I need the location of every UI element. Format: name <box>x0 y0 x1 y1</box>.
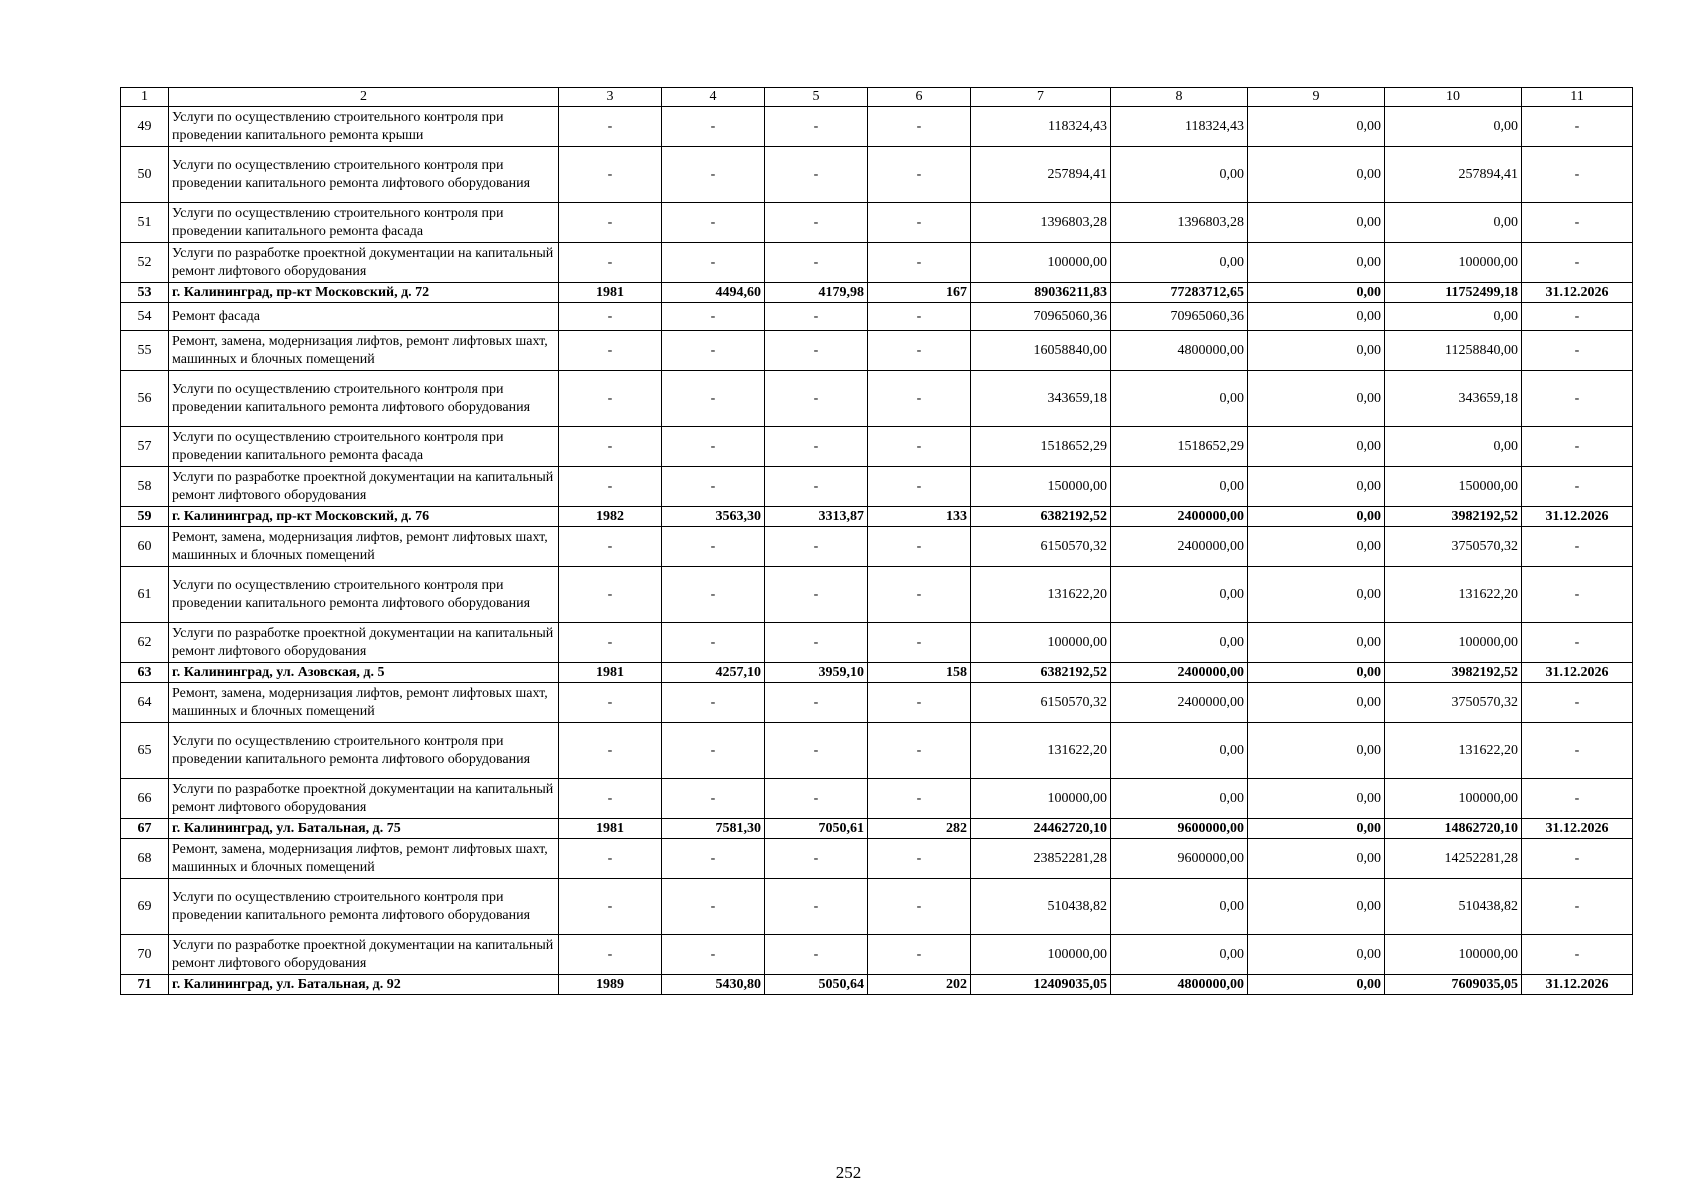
commissioning-year-cell: - <box>559 331 662 371</box>
work-description-cell: г. Калининград, ул. Батальная, д. 92 <box>169 975 559 995</box>
work-item-row <box>121 331 1633 371</box>
total-area-cell: 4257,10 <box>662 663 765 683</box>
work-description-cell: Услуги по осуществлению строительного контроля при проведении капитального ремонта лифтового оборудования <box>169 723 559 779</box>
total-area-cell: - <box>662 723 765 779</box>
repair-plan-table <box>120 87 1633 995</box>
cost-col-8-cell: 2400000,00 <box>1111 507 1248 527</box>
cost-col-8-cell: 0,00 <box>1111 723 1248 779</box>
completion-date-cell: - <box>1522 779 1633 819</box>
work-description-cell: Ремонт фасада <box>169 303 559 331</box>
work-item-row <box>121 203 1633 243</box>
work-description-cell: Услуги по осуществлению строительного контроля при проведении капитального ремонта фасада <box>169 427 559 467</box>
column-header: 6 <box>868 88 971 107</box>
total-cost-cell: 100000,00 <box>971 935 1111 975</box>
row-number-cell: 50 <box>121 147 169 203</box>
work-description-cell: Услуги по разработке проектной документации на капитальный ремонт лифтового оборудования <box>169 935 559 975</box>
cost-col-8-cell: 2400000,00 <box>1111 683 1248 723</box>
work-item-row <box>121 371 1633 427</box>
cost-col-8-cell: 0,00 <box>1111 779 1248 819</box>
commissioning-year-cell: - <box>559 879 662 935</box>
completion-date-cell: - <box>1522 147 1633 203</box>
row-number-cell: 49 <box>121 107 169 147</box>
row-number-cell: 51 <box>121 203 169 243</box>
commissioning-year-cell: - <box>559 147 662 203</box>
work-description-cell: Услуги по разработке проектной документации на капитальный ремонт лифтового оборудования <box>169 243 559 283</box>
work-item-row <box>121 879 1633 935</box>
cost-col-10-cell: 257894,41 <box>1385 147 1522 203</box>
completion-date-cell: 31.12.2026 <box>1522 507 1633 527</box>
commissioning-year-cell: - <box>559 839 662 879</box>
residential-area-cell: - <box>765 243 868 283</box>
cost-col-9-cell: 0,00 <box>1248 879 1385 935</box>
completion-date-cell: - <box>1522 371 1633 427</box>
total-area-cell: 5430,80 <box>662 975 765 995</box>
total-area-cell: - <box>662 427 765 467</box>
completion-date-cell: - <box>1522 623 1633 663</box>
column-header: 7 <box>971 88 1111 107</box>
completion-date-cell: 31.12.2026 <box>1522 819 1633 839</box>
residential-area-cell: - <box>765 371 868 427</box>
registered-residents-cell: - <box>868 839 971 879</box>
total-area-cell: 7581,30 <box>662 819 765 839</box>
cost-col-8-cell: 70965060,36 <box>1111 303 1248 331</box>
total-cost-cell: 100000,00 <box>971 623 1111 663</box>
column-header: 9 <box>1248 88 1385 107</box>
cost-col-10-cell: 0,00 <box>1385 427 1522 467</box>
residential-area-cell: - <box>765 203 868 243</box>
registered-residents-cell: - <box>868 567 971 623</box>
total-cost-cell: 510438,82 <box>971 879 1111 935</box>
registered-residents-cell: - <box>868 623 971 663</box>
cost-col-8-cell: 77283712,65 <box>1111 283 1248 303</box>
cost-col-10-cell: 3982192,52 <box>1385 663 1522 683</box>
work-item-row <box>121 567 1633 623</box>
total-cost-cell: 100000,00 <box>971 779 1111 819</box>
work-description-cell: Услуги по осуществлению строительного контроля при проведении капитального ремонта фасада <box>169 203 559 243</box>
row-number-cell: 57 <box>121 427 169 467</box>
cost-col-9-cell: 0,00 <box>1248 527 1385 567</box>
total-cost-cell: 1396803,28 <box>971 203 1111 243</box>
completion-date-cell: 31.12.2026 <box>1522 975 1633 995</box>
work-description-cell: Ремонт, замена, модернизация лифтов, ремонт лифтовых шахт, машинных и блочных помещений <box>169 683 559 723</box>
address-row <box>121 283 1633 303</box>
residential-area-cell: 3313,87 <box>765 507 868 527</box>
work-item-row <box>121 723 1633 779</box>
cost-col-9-cell: 0,00 <box>1248 243 1385 283</box>
cost-col-9-cell: 0,00 <box>1248 331 1385 371</box>
column-header: 3 <box>559 88 662 107</box>
residential-area-cell: 4179,98 <box>765 283 868 303</box>
cost-col-8-cell: 2400000,00 <box>1111 663 1248 683</box>
row-number-cell: 63 <box>121 663 169 683</box>
residential-area-cell: 5050,64 <box>765 975 868 995</box>
registered-residents-cell: - <box>868 107 971 147</box>
residential-area-cell: - <box>765 303 868 331</box>
column-number-header-row <box>121 88 1633 107</box>
cost-col-10-cell: 11752499,18 <box>1385 283 1522 303</box>
row-number-cell: 58 <box>121 467 169 507</box>
completion-date-cell: - <box>1522 683 1633 723</box>
registered-residents-cell: - <box>868 723 971 779</box>
cost-col-8-cell: 0,00 <box>1111 879 1248 935</box>
cost-col-8-cell: 4800000,00 <box>1111 975 1248 995</box>
total-area-cell: - <box>662 527 765 567</box>
work-item-row <box>121 683 1633 723</box>
registered-residents-cell: 202 <box>868 975 971 995</box>
page-number: 252 <box>835 1163 862 1182</box>
total-area-cell: - <box>662 623 765 663</box>
cost-col-9-cell: 0,00 <box>1248 819 1385 839</box>
cost-col-10-cell: 100000,00 <box>1385 779 1522 819</box>
cost-col-9-cell: 0,00 <box>1248 779 1385 819</box>
total-area-cell: - <box>662 371 765 427</box>
work-description-cell: Услуги по осуществлению строительного контроля при проведении капитального ремонта крыши <box>169 107 559 147</box>
cost-col-8-cell: 0,00 <box>1111 935 1248 975</box>
cost-col-10-cell: 14252281,28 <box>1385 839 1522 879</box>
column-header: 2 <box>169 88 559 107</box>
column-header: 8 <box>1111 88 1248 107</box>
registered-residents-cell: - <box>868 331 971 371</box>
total-cost-cell: 343659,18 <box>971 371 1111 427</box>
cost-col-10-cell: 3750570,32 <box>1385 683 1522 723</box>
commissioning-year-cell: - <box>559 107 662 147</box>
residential-area-cell: - <box>765 107 868 147</box>
residential-area-cell: - <box>765 467 868 507</box>
address-row <box>121 663 1633 683</box>
commissioning-year-cell: - <box>559 427 662 467</box>
work-description-cell: Услуги по разработке проектной документации на капитальный ремонт лифтового оборудования <box>169 467 559 507</box>
registered-residents-cell: - <box>868 683 971 723</box>
total-area-cell: 3563,30 <box>662 507 765 527</box>
commissioning-year-cell: 1982 <box>559 507 662 527</box>
total-area-cell: - <box>662 779 765 819</box>
row-number-cell: 56 <box>121 371 169 427</box>
total-area-cell: - <box>662 303 765 331</box>
row-number-cell: 53 <box>121 283 169 303</box>
total-area-cell: - <box>662 107 765 147</box>
row-number-cell: 68 <box>121 839 169 879</box>
cost-col-10-cell: 150000,00 <box>1385 467 1522 507</box>
work-description-cell: Услуги по осуществлению строительного контроля при проведении капитального ремонта лифтового оборудования <box>169 371 559 427</box>
commissioning-year-cell: - <box>559 371 662 427</box>
cost-col-10-cell: 131622,20 <box>1385 723 1522 779</box>
total-cost-cell: 131622,20 <box>971 567 1111 623</box>
row-number-cell: 71 <box>121 975 169 995</box>
registered-residents-cell: - <box>868 147 971 203</box>
total-area-cell: - <box>662 147 765 203</box>
cost-col-9-cell: 0,00 <box>1248 567 1385 623</box>
total-cost-cell: 150000,00 <box>971 467 1111 507</box>
cost-col-10-cell: 343659,18 <box>1385 371 1522 427</box>
work-description-cell: Услуги по разработке проектной документации на капитальный ремонт лифтового оборудования <box>169 623 559 663</box>
total-area-cell: - <box>662 935 765 975</box>
commissioning-year-cell: - <box>559 567 662 623</box>
cost-col-10-cell: 11258840,00 <box>1385 331 1522 371</box>
work-item-row <box>121 623 1633 663</box>
residential-area-cell: - <box>765 779 868 819</box>
completion-date-cell: - <box>1522 427 1633 467</box>
completion-date-cell: - <box>1522 879 1633 935</box>
cost-col-9-cell: 0,00 <box>1248 975 1385 995</box>
work-item-row <box>121 243 1633 283</box>
work-item-row <box>121 303 1633 331</box>
residential-area-cell: - <box>765 427 868 467</box>
row-number-cell: 52 <box>121 243 169 283</box>
residential-area-cell: 3959,10 <box>765 663 868 683</box>
completion-date-cell: - <box>1522 935 1633 975</box>
completion-date-cell: 31.12.2026 <box>1522 663 1633 683</box>
completion-date-cell: - <box>1522 303 1633 331</box>
cost-col-9-cell: 0,00 <box>1248 303 1385 331</box>
registered-residents-cell: 167 <box>868 283 971 303</box>
cost-col-8-cell: 0,00 <box>1111 567 1248 623</box>
cost-col-10-cell: 14862720,10 <box>1385 819 1522 839</box>
row-number-cell: 67 <box>121 819 169 839</box>
cost-col-10-cell: 0,00 <box>1385 303 1522 331</box>
residential-area-cell: - <box>765 527 868 567</box>
cost-col-9-cell: 0,00 <box>1248 839 1385 879</box>
work-description-cell: Услуги по осуществлению строительного контроля при проведении капитального ремонта лифтового оборудования <box>169 567 559 623</box>
cost-col-8-cell: 2400000,00 <box>1111 527 1248 567</box>
row-number-cell: 61 <box>121 567 169 623</box>
commissioning-year-cell: 1981 <box>559 819 662 839</box>
total-cost-cell: 1518652,29 <box>971 427 1111 467</box>
cost-col-9-cell: 0,00 <box>1248 371 1385 427</box>
commissioning-year-cell: - <box>559 723 662 779</box>
residential-area-cell: - <box>765 331 868 371</box>
total-cost-cell: 23852281,28 <box>971 839 1111 879</box>
column-header: 11 <box>1522 88 1633 107</box>
completion-date-cell: - <box>1522 243 1633 283</box>
row-number-cell: 54 <box>121 303 169 331</box>
commissioning-year-cell: - <box>559 779 662 819</box>
cost-col-8-cell: 1518652,29 <box>1111 427 1248 467</box>
work-item-row <box>121 527 1633 567</box>
row-number-cell: 66 <box>121 779 169 819</box>
row-number-cell: 64 <box>121 683 169 723</box>
cost-col-8-cell: 9600000,00 <box>1111 819 1248 839</box>
residential-area-cell: - <box>765 723 868 779</box>
residential-area-cell: - <box>765 683 868 723</box>
total-area-cell: - <box>662 331 765 371</box>
cost-col-10-cell: 510438,82 <box>1385 879 1522 935</box>
total-area-cell: - <box>662 879 765 935</box>
cost-col-10-cell: 100000,00 <box>1385 623 1522 663</box>
cost-col-9-cell: 0,00 <box>1248 623 1385 663</box>
total-cost-cell: 6382192,52 <box>971 663 1111 683</box>
work-description-cell: г. Калининград, пр-кт Московский, д. 72 <box>169 283 559 303</box>
work-description-cell: Ремонт, замена, модернизация лифтов, ремонт лифтовых шахт, машинных и блочных помещений <box>169 527 559 567</box>
total-cost-cell: 89036211,83 <box>971 283 1111 303</box>
residential-area-cell: - <box>765 879 868 935</box>
registered-residents-cell: - <box>868 527 971 567</box>
residential-area-cell: - <box>765 839 868 879</box>
residential-area-cell: - <box>765 935 868 975</box>
cost-col-8-cell: 4800000,00 <box>1111 331 1248 371</box>
commissioning-year-cell: - <box>559 527 662 567</box>
cost-col-9-cell: 0,00 <box>1248 427 1385 467</box>
work-item-row <box>121 779 1633 819</box>
completion-date-cell: - <box>1522 331 1633 371</box>
commissioning-year-cell: - <box>559 467 662 507</box>
work-item-row <box>121 839 1633 879</box>
row-number-cell: 62 <box>121 623 169 663</box>
total-area-cell: - <box>662 683 765 723</box>
total-cost-cell: 118324,43 <box>971 107 1111 147</box>
work-item-row <box>121 427 1633 467</box>
cost-col-9-cell: 0,00 <box>1248 283 1385 303</box>
total-cost-cell: 12409035,05 <box>971 975 1111 995</box>
commissioning-year-cell: - <box>559 303 662 331</box>
registered-residents-cell: - <box>868 935 971 975</box>
registered-residents-cell: 133 <box>868 507 971 527</box>
cost-col-10-cell: 3750570,32 <box>1385 527 1522 567</box>
cost-col-9-cell: 0,00 <box>1248 147 1385 203</box>
completion-date-cell: - <box>1522 107 1633 147</box>
cost-col-10-cell: 100000,00 <box>1385 243 1522 283</box>
total-cost-cell: 6150570,32 <box>971 527 1111 567</box>
completion-date-cell: 31.12.2026 <box>1522 283 1633 303</box>
cost-col-8-cell: 0,00 <box>1111 243 1248 283</box>
cost-col-8-cell: 0,00 <box>1111 623 1248 663</box>
registered-residents-cell: - <box>868 303 971 331</box>
registered-residents-cell: - <box>868 371 971 427</box>
row-number-cell: 65 <box>121 723 169 779</box>
commissioning-year-cell: - <box>559 683 662 723</box>
registered-residents-cell: - <box>868 467 971 507</box>
row-number-cell: 69 <box>121 879 169 935</box>
cost-col-10-cell: 0,00 <box>1385 203 1522 243</box>
registered-residents-cell: - <box>868 203 971 243</box>
registered-residents-cell: - <box>868 427 971 467</box>
column-header: 5 <box>765 88 868 107</box>
residential-area-cell: - <box>765 567 868 623</box>
work-description-cell: г. Калининград, ул. Батальная, д. 75 <box>169 819 559 839</box>
commissioning-year-cell: - <box>559 243 662 283</box>
cost-col-10-cell: 3982192,52 <box>1385 507 1522 527</box>
total-area-cell: - <box>662 467 765 507</box>
work-item-row <box>121 935 1633 975</box>
cost-col-9-cell: 0,00 <box>1248 723 1385 779</box>
completion-date-cell: - <box>1522 723 1633 779</box>
total-area-cell: 4494,60 <box>662 283 765 303</box>
work-item-row <box>121 147 1633 203</box>
work-description-cell: г. Калининград, ул. Азовская, д. 5 <box>169 663 559 683</box>
cost-col-8-cell: 0,00 <box>1111 147 1248 203</box>
total-cost-cell: 24462720,10 <box>971 819 1111 839</box>
total-area-cell: - <box>662 567 765 623</box>
cost-col-9-cell: 0,00 <box>1248 683 1385 723</box>
completion-date-cell: - <box>1522 839 1633 879</box>
cost-col-8-cell: 0,00 <box>1111 467 1248 507</box>
work-description-cell: г. Калининград, пр-кт Московский, д. 76 <box>169 507 559 527</box>
registered-residents-cell: - <box>868 779 971 819</box>
work-description-cell: Ремонт, замена, модернизация лифтов, ремонт лифтовых шахт, машинных и блочных помещений <box>169 331 559 371</box>
work-item-row <box>121 107 1633 147</box>
column-header: 1 <box>121 88 169 107</box>
work-description-cell: Услуги по разработке проектной документации на капитальный ремонт лифтового оборудования <box>169 779 559 819</box>
cost-col-10-cell: 100000,00 <box>1385 935 1522 975</box>
cost-col-8-cell: 1396803,28 <box>1111 203 1248 243</box>
cost-col-8-cell: 9600000,00 <box>1111 839 1248 879</box>
row-number-cell: 59 <box>121 507 169 527</box>
completion-date-cell: - <box>1522 467 1633 507</box>
commissioning-year-cell: - <box>559 623 662 663</box>
cost-col-8-cell: 0,00 <box>1111 371 1248 427</box>
total-area-cell: - <box>662 243 765 283</box>
address-row <box>121 819 1633 839</box>
work-item-row <box>121 467 1633 507</box>
residential-area-cell: - <box>765 623 868 663</box>
cost-col-9-cell: 0,00 <box>1248 507 1385 527</box>
total-cost-cell: 100000,00 <box>971 243 1111 283</box>
cost-col-9-cell: 0,00 <box>1248 663 1385 683</box>
work-description-cell: Услуги по осуществлению строительного контроля при проведении капитального ремонта лифтового оборудования <box>169 147 559 203</box>
cost-col-8-cell: 118324,43 <box>1111 107 1248 147</box>
cost-col-10-cell: 131622,20 <box>1385 567 1522 623</box>
cost-col-9-cell: 0,00 <box>1248 935 1385 975</box>
work-description-cell: Ремонт, замена, модернизация лифтов, ремонт лифтовых шахт, машинных и блочных помещений <box>169 839 559 879</box>
column-header: 4 <box>662 88 765 107</box>
cost-col-9-cell: 0,00 <box>1248 107 1385 147</box>
commissioning-year-cell: - <box>559 935 662 975</box>
total-cost-cell: 6150570,32 <box>971 683 1111 723</box>
row-number-cell: 60 <box>121 527 169 567</box>
completion-date-cell: - <box>1522 203 1633 243</box>
commissioning-year-cell: 1989 <box>559 975 662 995</box>
total-area-cell: - <box>662 203 765 243</box>
residential-area-cell: - <box>765 147 868 203</box>
commissioning-year-cell: - <box>559 203 662 243</box>
row-number-cell: 55 <box>121 331 169 371</box>
total-cost-cell: 16058840,00 <box>971 331 1111 371</box>
row-number-cell: 70 <box>121 935 169 975</box>
completion-date-cell: - <box>1522 567 1633 623</box>
commissioning-year-cell: 1981 <box>559 283 662 303</box>
address-row <box>121 975 1633 995</box>
total-area-cell: - <box>662 839 765 879</box>
total-cost-cell: 6382192,52 <box>971 507 1111 527</box>
column-header: 10 <box>1385 88 1522 107</box>
registered-residents-cell: - <box>868 879 971 935</box>
residential-area-cell: 7050,61 <box>765 819 868 839</box>
registered-residents-cell: - <box>868 243 971 283</box>
cost-col-10-cell: 0,00 <box>1385 107 1522 147</box>
address-row <box>121 507 1633 527</box>
cost-col-10-cell: 7609035,05 <box>1385 975 1522 995</box>
commissioning-year-cell: 1981 <box>559 663 662 683</box>
total-cost-cell: 131622,20 <box>971 723 1111 779</box>
total-cost-cell: 70965060,36 <box>971 303 1111 331</box>
registered-residents-cell: 282 <box>868 819 971 839</box>
cost-col-9-cell: 0,00 <box>1248 203 1385 243</box>
work-description-cell: Услуги по осуществлению строительного контроля при проведении капитального ремонта лифтового оборудования <box>169 879 559 935</box>
completion-date-cell: - <box>1522 527 1633 567</box>
cost-col-9-cell: 0,00 <box>1248 467 1385 507</box>
total-cost-cell: 257894,41 <box>971 147 1111 203</box>
registered-residents-cell: 158 <box>868 663 971 683</box>
